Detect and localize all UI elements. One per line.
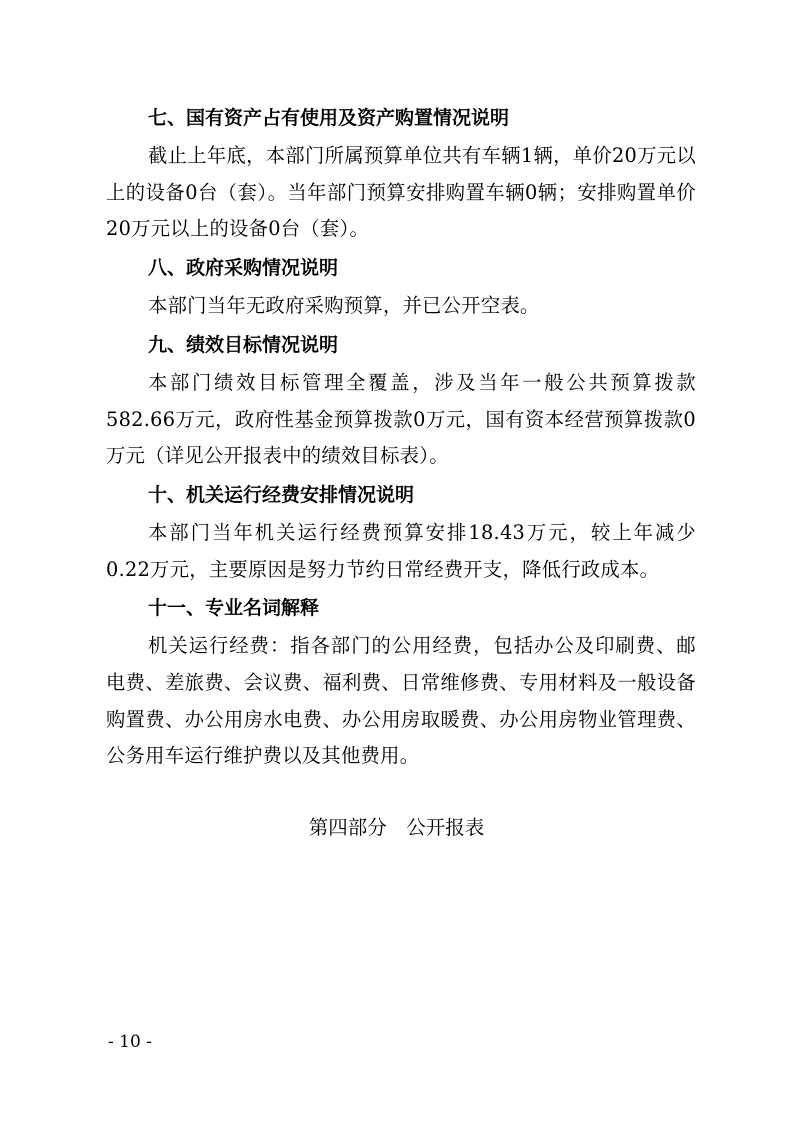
- section-glossary: [106, 588, 696, 775]
- section-heading: 七、国有资产占有使用及资产购置情况说明: [148, 107, 510, 129]
- section-paragraph: 本部门当年无政府采购预算，并已公开空表。: [148, 294, 540, 318]
- section-heading: 八、政府采购情况说明: [148, 257, 339, 280]
- section-performance: [106, 325, 696, 475]
- section-heading: 十、机关运行经费安排情况说明: [148, 483, 415, 506]
- section-heading: 十一、专业名词解释: [148, 597, 320, 620]
- section-assets: [106, 98, 696, 248]
- section-procurement: [106, 248, 696, 325]
- document-body: [106, 98, 696, 775]
- page-number: - 10 -: [108, 1032, 152, 1052]
- section-paragraph: 本部门当年机关运行经费预算安排18.43万元，较上年减少0.22万元，主要原因是努力节约日常经费开支，降低行政成本。: [106, 520, 696, 581]
- section-paragraph: 本部门绩效目标管理全覆盖，涉及当年一般公共预算拨款582.66万元，政府性基金预算拨款0万元，国有资本经营预算拨款0万元（详见公开报表中的绩效目标表）。: [106, 370, 696, 468]
- section-paragraph: 截止上年底，本部门所属预算单位共有车辆1辆，单价20万元以上的设备0台（套）。当年部门预算安排购置车辆0辆；安排购置单价20万元以上的设备0台（套）。: [106, 144, 696, 241]
- section-operating-expenses: [106, 475, 696, 588]
- part-title: 第四部分 公开报表: [308, 816, 485, 839]
- section-heading: 九、绩效目标情况说明: [148, 333, 339, 356]
- section-paragraph: 机关运行经费：指各部门的公用经费，包括办公及印刷费、邮电费、差旅费、会议费、福利费、日常维修费、专用材料及一般设备购置费、办公用房水电费、办公用房取暖费、办公用房物业管理费、公务用车运行维护费以及其他费用。: [106, 634, 696, 768]
